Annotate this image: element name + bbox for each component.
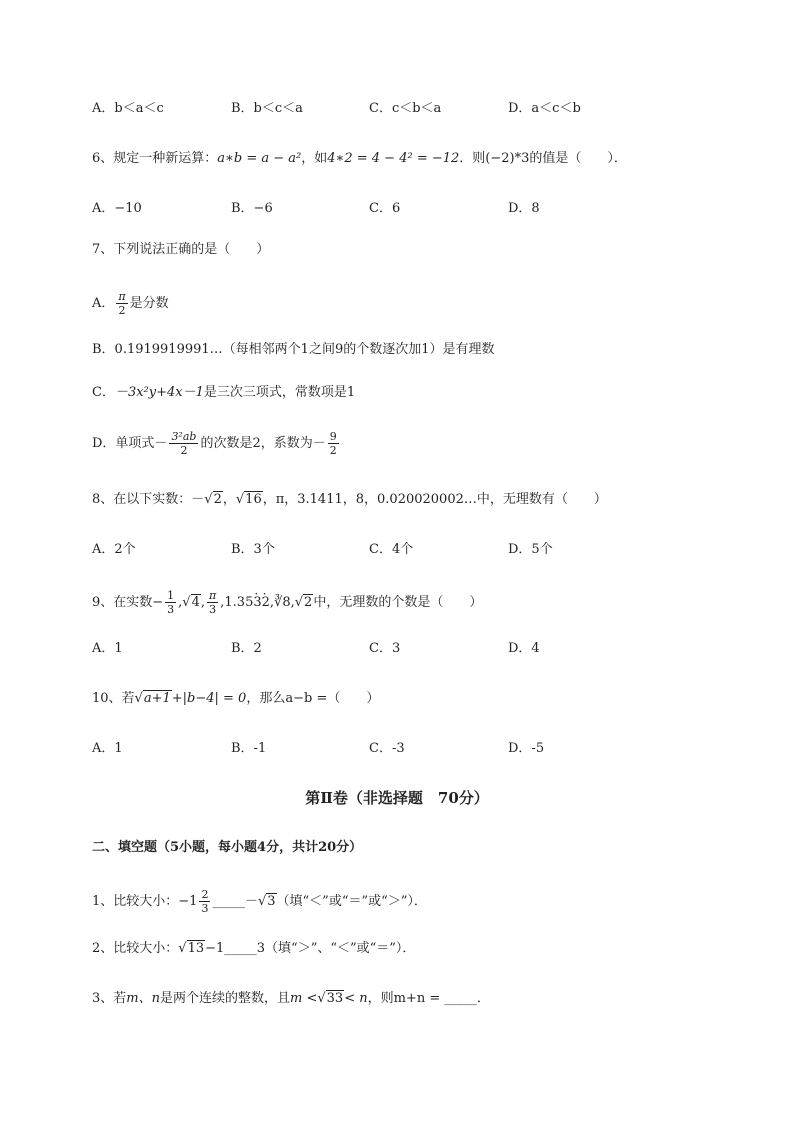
q9-f2-den: 3 [209, 603, 217, 616]
q9-fraction-2 [207, 589, 218, 616]
q6-option-c: C．6 [369, 201, 401, 216]
q8-sqrt16: 16 [245, 492, 262, 507]
fill-q2: 2、比较大小：√13−1_____3（填“＞”、“＜”或“＝”）． [92, 941, 416, 956]
fill-q1-suffix: （填“＜”或“＝”或“＞”）． [276, 894, 427, 909]
fill-q1-den: 3 [201, 902, 209, 915]
q7-stem: 7、下列说法正确的是（ ） [92, 242, 270, 257]
q8-option-b: B．3个 [231, 542, 275, 557]
fill-in-section-heading: 二、填空题（5小题，每小题4分，共计20分） [92, 840, 363, 855]
q6-prefix: 6、规定一种新运算： [92, 151, 218, 166]
fill-q3-vars: m、n [126, 991, 160, 1006]
fill-q3-prefix: 3、若 [92, 991, 127, 1006]
q10-prefix: 10、若 [92, 691, 135, 706]
fill-q3-ineq-left: m < [290, 991, 318, 1006]
q7-a-fraction [116, 290, 127, 317]
q7-option-b: B．0.1919919991…（每相邻两个1之间9的个数逐次加1）是有理数 [92, 342, 495, 357]
fill-q1-num: 2 [201, 888, 209, 901]
q10-option-d: D．-5 [508, 741, 545, 756]
q6-mid: ，如 [301, 151, 328, 166]
q7-d-coef-den: 2 [329, 444, 337, 457]
q9-stem: 9、在实数− $\frac{1}{3}$ ,√4, $\frac{\pi}{3}$ ,1.35· 3· 2,∛8,√2中，无理数的个数是（ ） [92, 589, 482, 616]
fill-q2-rest: −1_____3（填“＞”、“＜”或“＝”）． [205, 941, 416, 956]
q8-option-d: D．5个 [508, 542, 553, 557]
q9-decimal-dot1: · 3 [253, 595, 261, 610]
q9-f2-num: π [209, 589, 217, 602]
q8-sqrt2: 2 [213, 492, 222, 507]
q10-option-c: C．-3 [369, 741, 405, 756]
q6-suffix: ．则(−2)*3的值是（ ）． [459, 151, 627, 166]
fill-q2-prefix: 2、比较大小： [92, 941, 179, 956]
q7-d-coef-num: 9 [329, 430, 337, 443]
fill-q3-suffix: ，则m+n = _____． [367, 991, 490, 1006]
fill-q3: 3、若m、n是两个连续的整数，且m <√33< n，则m+n = _____． [92, 991, 490, 1006]
q10-sqrt-part: a+1 [143, 691, 171, 706]
fill-q2-sqrt: 13 [187, 941, 205, 956]
q6-option-b: B．−6 [231, 201, 273, 216]
q9-decimal-dot2: · 2 [262, 595, 270, 610]
q9-suffix: 中，无理数的个数是（ ） [313, 595, 483, 610]
fill-q1-sqrt: 3 [267, 894, 276, 909]
q9-decimal-head: 1.35 [224, 595, 254, 610]
q7-a-den: 2 [118, 304, 126, 317]
q7-a-suffix: 是分数 [129, 296, 169, 311]
q6-rule: a∗b = a − a² [217, 151, 302, 166]
q5-option-a: A．b＜a＜c [92, 101, 164, 116]
q7-d-fraction [169, 430, 198, 457]
fill-q1-prefix: 1、比较大小：−1 [92, 894, 198, 909]
q10-stem: 10、若√a+1+|b−4| = 0，那么a−b =（ ） [92, 691, 380, 706]
fill-q1-fraction [199, 888, 210, 915]
q7-d-mid: 的次数是2，系数为－ [200, 436, 326, 451]
q9-cbrt8: ∛8 [274, 595, 291, 610]
q9-option-b: B．2 [231, 641, 262, 656]
q9-sqrt4: 4 [191, 595, 200, 610]
q6-stem [92, 149, 627, 169]
q9-option-c: C．3 [369, 641, 401, 656]
q7-d-coef-fraction [328, 430, 339, 457]
q7-option-c [92, 383, 355, 403]
fill-q1-neg: － [244, 894, 258, 909]
q7-a-num: π [118, 290, 126, 303]
q5-option-c: C．c＜b＜a [369, 101, 442, 116]
q10-option-b: B．-1 [231, 741, 267, 756]
q9-f1-num: 1 [167, 589, 175, 602]
q6-option-d: D．8 [508, 201, 540, 216]
q9-f1-den: 3 [167, 603, 175, 616]
q8-rest: ，π，3.1411，8，0.020020002…中，无理数有（ ） [262, 492, 607, 507]
q8-sep1: ， [222, 492, 236, 507]
q6-example: 4∗2 = 4 − 4² = −12 [327, 151, 460, 166]
q6-option-a: A．−10 [92, 201, 142, 216]
q9-option-d: D．4 [508, 641, 540, 656]
q7-d-num: 3²ab [171, 430, 197, 443]
q7-option-a [92, 290, 169, 317]
q8-option-a: A．2个 [92, 542, 136, 557]
fill-q1-blank: _____ [212, 894, 245, 909]
section-2-title: 第Ⅱ卷（非选择题 70分） [305, 789, 489, 807]
fill-q3-mid: 是两个连续的整数，且 [159, 991, 290, 1006]
q7-c-suffix: 是三次三项式，常数项是1 [203, 385, 356, 400]
fill-q3-ineq-right: < n [344, 991, 368, 1006]
q10-option-a: A．1 [92, 741, 123, 756]
q9-prefix: 9、在实数− [92, 595, 164, 610]
q7-c-expr: －3x²y+4x－1 [114, 385, 204, 400]
q7-a-prefix: A． [92, 296, 115, 311]
fill-q1: 1、比较大小：−1 $\frac{2}{3}$ _____－√3（填“＜”或“＝”或“＞”）． [92, 888, 427, 915]
q8-prefix: 8、在以下实数：－ [92, 492, 205, 507]
q9-fraction-1 [165, 589, 176, 616]
q5-option-d: D．a＜c＜b [508, 101, 581, 116]
q7-d-prefix: D．单项式－ [92, 436, 168, 451]
q10-suffix: ，那么a−b =（ ） [246, 691, 380, 706]
q7-d-den: 2 [180, 444, 188, 457]
q10-abs-part: +|b−4| = 0 [171, 691, 247, 706]
q8-stem: 8、在以下实数：－√2，√16，π，3.1411，8，0.020020002…中，无理数有（ ） [92, 492, 607, 507]
fill-q3-sqrt: 33 [326, 991, 344, 1006]
q5-option-b: B．b＜c＜a [231, 101, 303, 116]
q7-option-d [92, 430, 341, 457]
q7-c-prefix: C． [92, 385, 115, 400]
q8-option-c: C．4个 [369, 542, 414, 557]
q9-sqrt2: 2 [304, 595, 313, 610]
q9-option-a: A．1 [92, 641, 123, 656]
